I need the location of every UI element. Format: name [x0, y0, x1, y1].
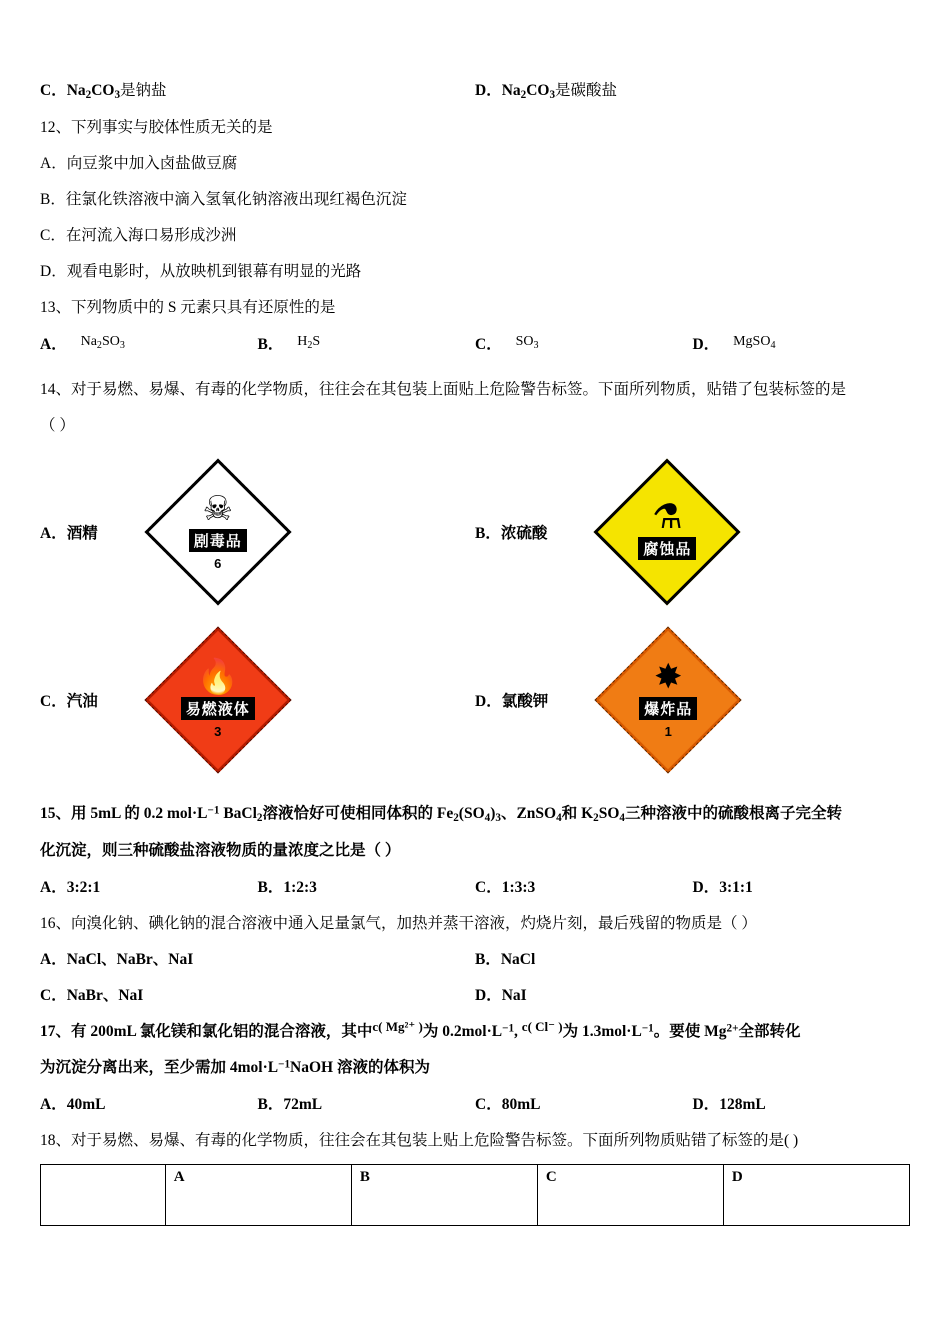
q14-item-b-text: 腐蚀品 [638, 537, 696, 560]
q13-option-c [475, 332, 693, 355]
skull-crossbones-icon: ☠ [202, 491, 233, 529]
q14-item-c-text: 易燃液体 [181, 697, 255, 720]
q14-item-d [475, 625, 910, 775]
q14-item-c-label: C．汽油 [40, 693, 98, 711]
q11-option-d-mid: CO [526, 82, 550, 99]
q14-hazard-row-2 [40, 625, 910, 775]
q13-options [40, 332, 910, 355]
poison-label-content [144, 458, 292, 606]
q16-options-row1 [40, 947, 910, 969]
corrosive-label-content [593, 458, 741, 606]
q11-option-d-pre: D．Na [475, 82, 521, 99]
q13-stem: 13、下列物质中的 S 元素只具有还原性的是 [40, 299, 336, 317]
q16-stem: 16、向溴化钠、碘化钠的混合溶液中通入足量氯气，加热并蒸干溶液，灼烧片刻，最后残留的物质是（ ） [40, 914, 757, 932]
q14-item-b [475, 457, 910, 607]
q13-option-c-formula: $SO_3$ [515, 333, 539, 351]
q14-item-a-number: 6 [214, 556, 222, 572]
q18-header-c: C [537, 1165, 723, 1226]
q18-header-d: D [723, 1165, 909, 1226]
q15-option-c: C．1:3:3 [475, 878, 536, 896]
q12-options [40, 151, 910, 281]
q12-option-d: D．观看电影时，从放映机到银幕有明显的光路 [40, 263, 362, 281]
q12-stem: 12、下列事实与胶体性质无关的是 [40, 119, 273, 137]
q17-option-b: B．72mL [257, 1095, 323, 1113]
q15-option-a: A．3:2:1 [40, 878, 101, 896]
q14-item-c [40, 625, 475, 775]
q13-option-c-label: C． [475, 335, 502, 353]
q14-item-d-label: D．氯酸钾 [475, 693, 549, 711]
flame-icon: 🔥 [196, 659, 239, 697]
q18-header-a: A [165, 1165, 351, 1226]
q12-option-c: C．在河流入海口易形成沙洲 [40, 227, 237, 245]
q18-header-b: B [351, 1165, 537, 1226]
q17-option-d: D．128mL [692, 1095, 766, 1113]
q16-option-a: A．NaCl、NaBr、NaI [40, 951, 194, 969]
q11-option-c-pre: C．Na [40, 82, 86, 99]
q12-option-b: B．往氯化铁溶液中滴入氢氧化钠溶液出现红褐色沉淀 [40, 191, 407, 209]
q16-option-b: B．NaCl [475, 951, 536, 969]
q17-option-a: A．40mL [40, 1095, 106, 1113]
q16-option-d: D．NaI [475, 987, 527, 1005]
q17-stem-line1: 17、有 200mL 氯化镁和氯化铝的混合溶液，其中c( Mg²⁺ )为 $0.2mol\cdot L^{-1}$, c( Cl⁻ )为 $1.3mol\cdot L^{-1}$。要使 $Mg^{2+}$全部转化 [40, 1019, 910, 1045]
q14-stem-blank: （ ） [40, 416, 75, 434]
table-row [41, 1165, 910, 1226]
q17-options [40, 1092, 910, 1114]
corrosive-icon: ⚗ [652, 498, 683, 536]
q15-options [40, 875, 910, 897]
q11-option-d-sub2: 3 [549, 89, 556, 102]
q14-item-a-text: 剧毒品 [189, 529, 247, 552]
q13-option-b-label: B． [257, 335, 284, 353]
q11-option-c-sub1: 2 [85, 89, 92, 102]
q14-item-b-label: B．浓硫酸 [475, 525, 548, 543]
q13-option-d-label: D． [692, 335, 720, 353]
q14-stem: 14、对于易燃、易爆、有毒的化学物质，往往会在其包装上面贴上危险警告标签。下面所列物质，贴错了包装标签的是 [40, 380, 847, 398]
q15-stem-line2: 化沉淀，则三种硫酸盐溶液物质的量浓度之比是（ ） [40, 842, 401, 860]
q14-item-d-number: 1 [664, 724, 672, 740]
q14-item-a-label: A．酒精 [40, 525, 98, 543]
q11-option-d-post: 是碳酸盐 [555, 82, 618, 99]
q11-option-c-post: 是钠盐 [120, 82, 167, 99]
q13-option-a-label: A． [40, 335, 67, 353]
q17-option-c: C．80mL [475, 1095, 541, 1113]
corrosive-label-graphic [567, 457, 767, 607]
q16-option-c: C．NaBr、NaI [40, 987, 144, 1005]
q17-concentration-mg: c( Mg²⁺ ) [372, 1019, 423, 1035]
q18-stem: 18、对于易燃、易爆、有毒的化学物质，往往会在其包装上贴上危险警告标签。下面所列物质贴错了标签的是( ) [40, 1131, 799, 1149]
q13-option-a-formula: $Na_2SO_3$ [80, 333, 125, 351]
q15-option-b: B．1:2:3 [257, 878, 317, 896]
q11-options-row [40, 78, 910, 101]
q16-options-row2 [40, 983, 910, 1005]
explosive-label-content [594, 626, 742, 774]
q11-option-c-mid: CO [91, 82, 115, 99]
q17-concentration-cl: c( Cl⁻ ) [521, 1019, 563, 1035]
explosion-icon: ✸ [653, 659, 683, 697]
q15-stem-line1: 15、用 5mL 的 0.2 $mol\cdot L^{-1}$ BaCl$_2$溶液恰好可使相同体积的 $Fe_2(SO_4)_3$、ZnSO$_4$和 $K_2SO_4$三种溶液中的硫酸根离子完全转 [40, 804, 842, 825]
q13-option-b-formula: $H_2S$ [297, 333, 321, 351]
q13-option-d [693, 332, 911, 355]
q13-option-a [40, 332, 258, 355]
q14-item-d-text: 爆炸品 [639, 697, 697, 720]
q11-option-c [40, 78, 475, 101]
flammable-label-graphic [118, 625, 318, 775]
q14-hazard-grid [40, 457, 910, 775]
q17-stem-line2: 为沉淀分离出来，至少需加 $4mol\cdot L^{-1}NaOH$ 溶液的体积为 [40, 1058, 430, 1077]
q11-option-d [475, 78, 910, 101]
q13-option-d-formula: MgSO$_4$ [733, 333, 776, 351]
q11-option-d-sub1: 2 [520, 89, 527, 102]
page-content [40, 78, 910, 1226]
q13-option-b [258, 332, 476, 355]
q15-option-d: D．3:1:1 [692, 878, 753, 896]
q18-table [40, 1164, 910, 1226]
explosive-label-graphic [568, 625, 768, 775]
q18-header-0 [41, 1165, 166, 1226]
poison-label-graphic [118, 457, 318, 607]
q14-hazard-row-1 [40, 457, 910, 607]
q11-option-c-sub2: 3 [114, 89, 121, 102]
q14-item-c-number: 3 [214, 724, 222, 740]
flammable-label-content [144, 626, 292, 774]
q14-item-a [40, 457, 475, 607]
q12-option-a: A．向豆浆中加入卤盐做豆腐 [40, 155, 238, 173]
